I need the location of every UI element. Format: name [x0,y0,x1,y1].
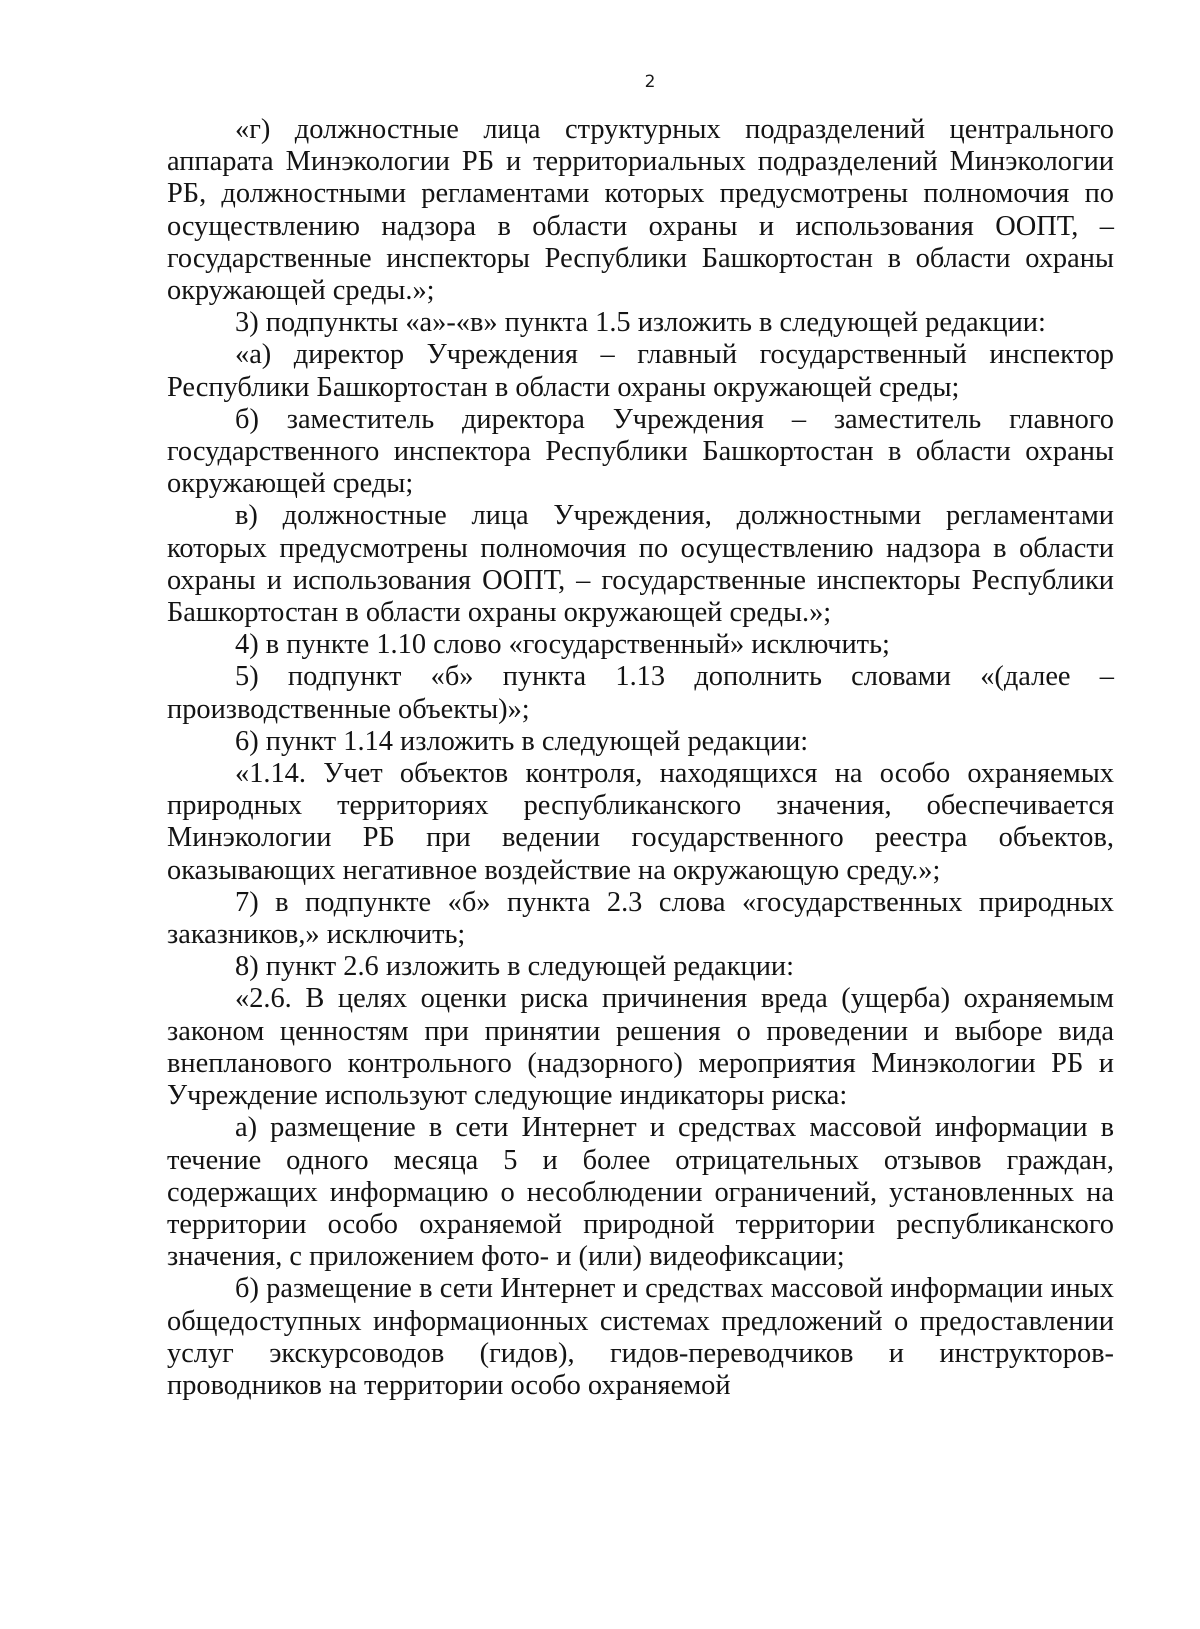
paragraph-indicator-b: б) размещение в сети Интернет и средствах массовой информации иных общедоступных информационных системах предложений о предоставлении услуг экскурсоводов (гидов), гидов-переводчиков и инструкторов-проводников на территории особо охраняемой [167,1273,1114,1401]
paragraph-item-3: 3) подпункты «а»-«в» пункта 1.5 изложить в следующей редакции: [235,307,1046,339]
paragraph-item-5: 5) подпункт «б» пункта 1.13 дополнить словами «(далее – производственные объекты)»; [167,661,1114,725]
paragraph-subitem-v-officials: в) должностные лица Учреждения, должностными регламентами которых предусмотрены полномочия по осуществлению надзора в области охраны и использования ООПТ, – государственные инспекторы Республики Башкортостан в области охраны окружающей среды.»; [167,500,1114,629]
paragraph-clause-g: «г) должностные лица структурных подразделений центрального аппарата Минэкологии РБ и территориальных подразделений Минэкологии РБ, должностными регламентами которых предусмотрены полномочия по осуществлению надзора в области охраны и использования ООПТ, – государственные инспекторы Республики Башкортостан в области охраны окружающей среды.»; [167,114,1114,307]
paragraph-subitem-a-director: «а) директор Учреждения – главный государственный инспектор Республики Башкортостан в области охраны окружающей среды; [167,339,1114,403]
document-body [167,114,1114,1402]
paragraph-clause-2-6: «2.6. В целях оценки риска причинения вреда (ущерба) охраняемым законом ценностям при принятии решения о проведении и выборе вида внепланового контрольного (надзорного) мероприятия Минэкологии РБ и Учреждение используют следующие индикаторы риска: [167,983,1114,1112]
paragraph-item-7: 7) в подпункте «б» пункта 2.3 слова «государственных природных заказников,» исключить; [167,886,1114,951]
paragraph-item-6: 6) пункт 1.14 изложить в следующей редакции: [235,725,809,757]
page-number: 2 [644,72,656,92]
paragraph-item-8: 8) пункт 2.6 изложить в следующей редакции: [235,951,794,983]
paragraph-clause-1-14: «1.14. Учет объектов контроля, находящихся на особо охраняемых природных территориях республиканского значения, обеспечивается Минэкологии РБ при ведении государственного реестра объектов, оказывающих негативное воздействие на окружающую среду.»; [167,758,1114,886]
paragraph-item-4: 4) в пункте 1.10 слово «государственный» исключить; [235,629,890,661]
paragraph-indicator-a: а) размещение в сети Интернет и средствах массовой информации в течение одного месяца 5 и более отрицательных отзывов граждан, содержащих информацию о несоблюдении ограничений, установленных на территории особо охраняемой природной территории республиканского значения, с приложением фото- и (или) видеофиксации; [167,1112,1114,1273]
paragraph-subitem-b-deputy: б) заместитель директора Учреждения – заместитель главного государственного инспектора Республики Башкортостан в области охраны окружающей среды; [167,403,1114,500]
